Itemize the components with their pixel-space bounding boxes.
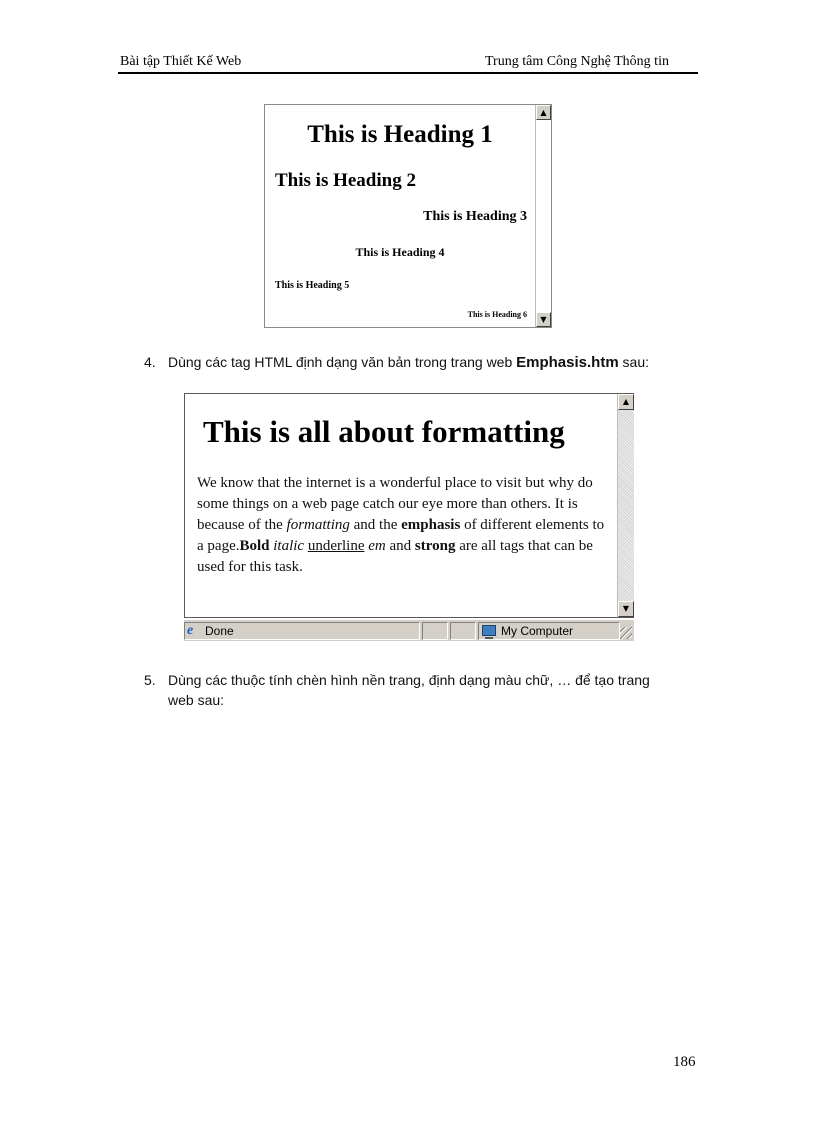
page-number: 186 (673, 1054, 696, 1070)
scroll-down-icon[interactable]: ▼ (618, 601, 634, 617)
vertical-scrollbar[interactable] (535, 105, 551, 327)
heading-6: This is Heading 6 (467, 310, 527, 319)
heading-5: This is Heading 5 (275, 280, 350, 291)
scroll-down-icon[interactable]: ▼ (536, 312, 551, 327)
header-rule (118, 72, 698, 74)
emphasis-browser-screenshot (184, 393, 634, 647)
scroll-up-icon[interactable]: ▲ (536, 105, 551, 120)
header-left: Bài tập Thiết Kế Web (120, 54, 242, 69)
header-right: Trung tâm Công Nghệ Thông tin (485, 54, 669, 69)
resize-grip-icon[interactable] (620, 627, 632, 639)
headings-content (265, 105, 535, 327)
document-body: We know that the internet is a wonderful place to visit but why do some things on a web page catch our eye more than others. It is because of the formatting and the emphasis of different elements to a page.Bold italic underline em and strong are all tags that can be used for this task. (197, 475, 605, 575)
item-4-text: Dùng các tag HTML định dạng văn bản trong trang web Emphasis.htm sau: (168, 354, 650, 371)
status-pane-empty-2 (450, 622, 476, 640)
browser-vertical-scrollbar[interactable] (617, 394, 634, 617)
document-title: This is all about formatting (203, 414, 565, 449)
item-5 (144, 670, 664, 710)
heading-1: This is Heading 1 (307, 121, 493, 148)
ie-page-icon: e (187, 623, 194, 638)
item-5-text: Dùng các thuộc tính chèn hình nền trang, định dạng màu chữ, … để tạo trang web sau: (168, 672, 650, 708)
heading-3: This is Heading 3 (423, 209, 527, 224)
zone-text: My Computer (501, 624, 574, 638)
status-text: Done (205, 624, 234, 638)
item-5-number: 5. (144, 672, 156, 688)
browser-viewport (184, 393, 634, 618)
scroll-up-icon[interactable]: ▲ (618, 394, 634, 410)
status-pane-main (184, 622, 420, 640)
heading-2: This is Heading 2 (275, 170, 416, 191)
status-pane-empty-1 (422, 622, 448, 640)
computer-icon (482, 625, 496, 636)
headings-screenshot (264, 104, 552, 328)
status-pane-zone (478, 622, 620, 640)
item-4-number: 4. (144, 354, 156, 370)
heading-4: This is Heading 4 (355, 245, 445, 259)
status-bar (184, 619, 634, 641)
item-4 (144, 352, 684, 373)
emphasis-filename: Emphasis.htm (516, 354, 619, 371)
